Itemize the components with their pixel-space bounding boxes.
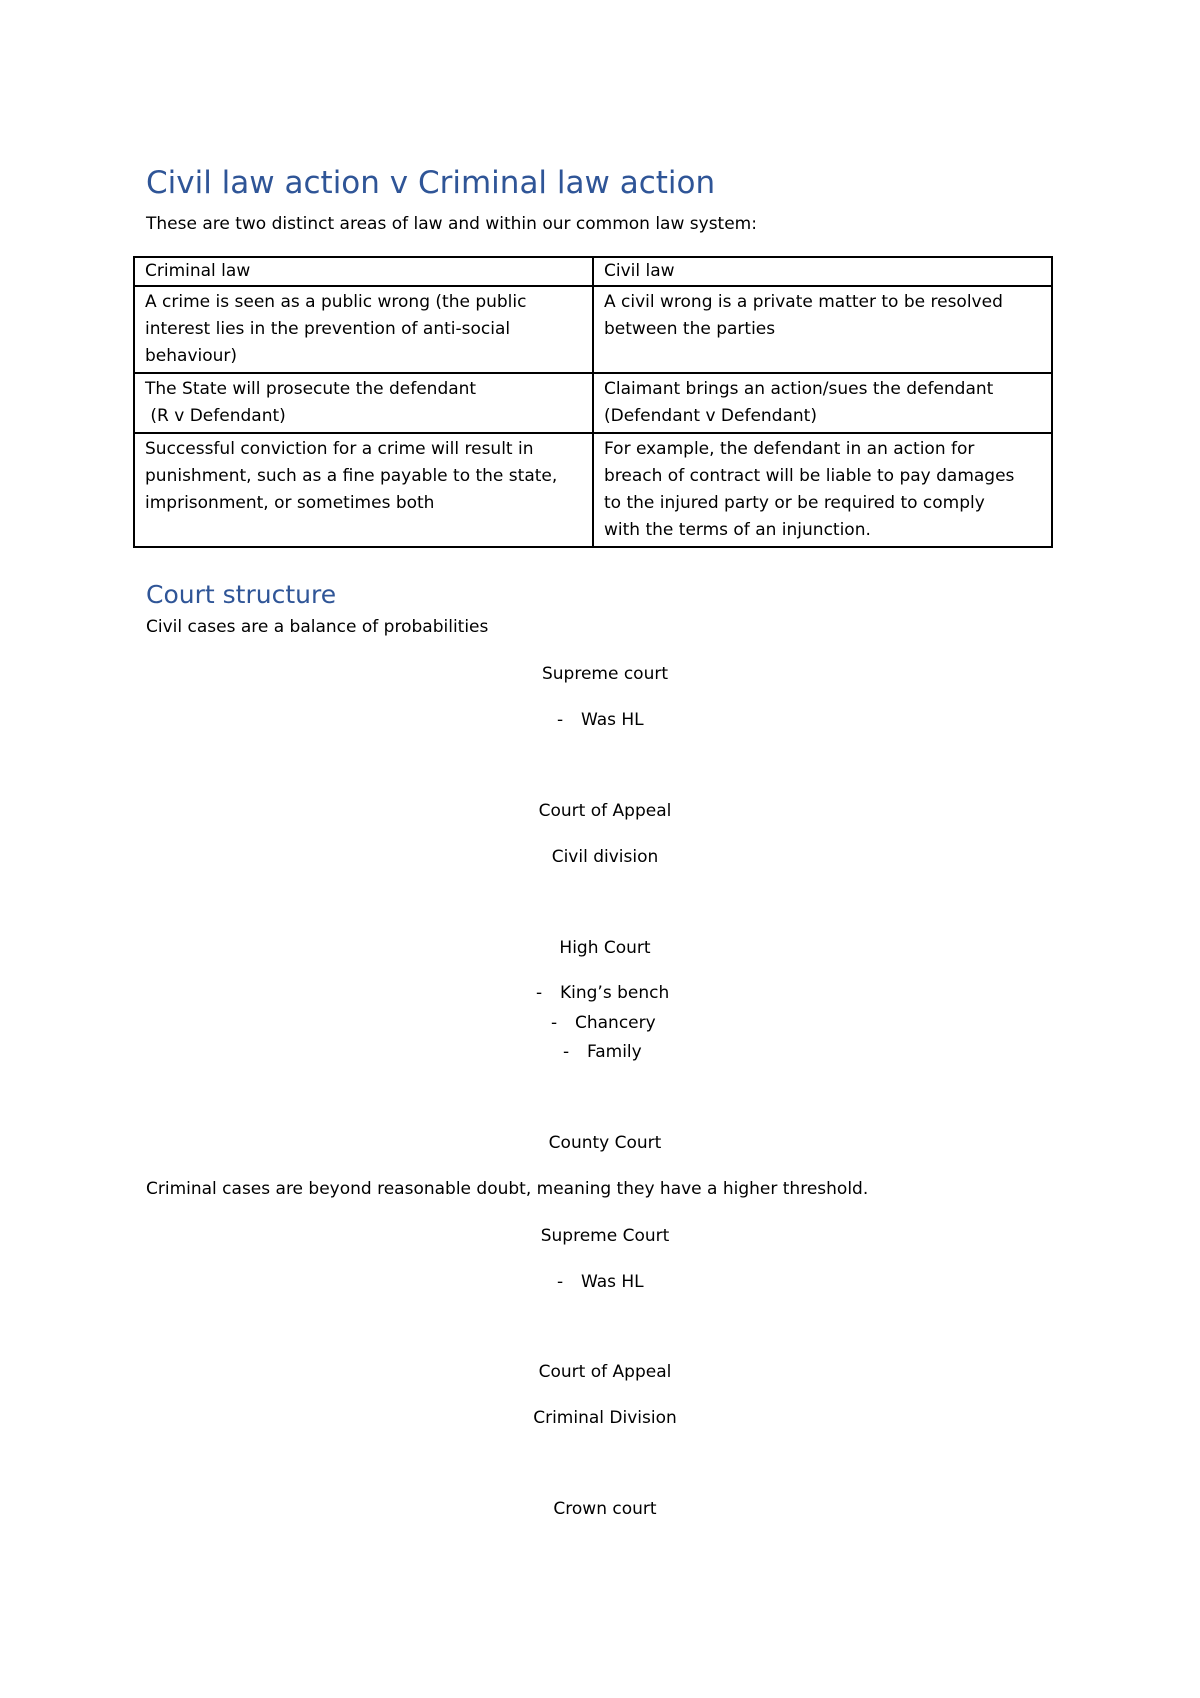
table-row xyxy=(134,286,1052,373)
cell-line: (R v Defendant) xyxy=(145,406,286,426)
civil-court-of-appeal: Court of Appeal xyxy=(538,801,672,821)
header-criminal-law: Criminal law xyxy=(134,257,593,286)
civil-county-court: County Court xyxy=(548,1133,662,1153)
criminal-supreme-note: - Was HL xyxy=(557,1272,644,1292)
table-row xyxy=(134,373,1052,433)
header-civil-law: Civil law xyxy=(593,257,1052,286)
table-row xyxy=(134,433,1052,547)
table-cell-civil xyxy=(593,373,1052,433)
intro-text: These are two distinct areas of law and within our common law system: xyxy=(146,214,757,234)
civil-supreme-note: - Was HL xyxy=(557,710,644,730)
table-header-row xyxy=(134,257,1052,286)
cell-line: Claimant brings an action/sues the defendant xyxy=(604,379,994,399)
cell-line: interest lies in the prevention of anti-social xyxy=(145,319,511,339)
high-court-division: - King’s bench xyxy=(536,983,670,1003)
cell-line: to the injured party or be required to comply xyxy=(604,493,985,513)
cell-line: For example, the defendant in an action for xyxy=(604,439,975,459)
table-cell-criminal xyxy=(134,433,593,547)
cell-line: The State will prosecute the defendant xyxy=(145,379,477,399)
cell-line: between the parties xyxy=(604,319,776,339)
civil-division: Civil division xyxy=(551,847,659,867)
table-cell-criminal xyxy=(134,286,593,373)
cell-line: punishment, such as a fine payable to the state, xyxy=(145,466,558,486)
cell-line: breach of contract will be liable to pay damages xyxy=(604,466,1015,486)
civil-high-court: High Court xyxy=(559,938,651,958)
cell-line: imprisonment, or sometimes both xyxy=(145,493,435,513)
comparison-table xyxy=(133,256,1053,548)
cell-line: (Defendant v Defendant) xyxy=(604,406,817,426)
criminal-court-of-appeal: Court of Appeal xyxy=(538,1362,672,1382)
criminal-division: Criminal Division xyxy=(533,1408,677,1428)
cell-line: A crime is seen as a public wrong (the public xyxy=(145,292,527,312)
cell-line: Successful conviction for a crime will result in xyxy=(145,439,534,459)
civil-cases-text: Civil cases are a balance of probabilities xyxy=(146,617,489,637)
crown-court: Crown court xyxy=(553,1499,657,1519)
page-title: Civil law action v Criminal law action xyxy=(146,165,716,201)
high-court-division: - Chancery xyxy=(551,1013,656,1033)
table-cell-civil xyxy=(593,433,1052,547)
criminal-supreme-court: Supreme Court xyxy=(540,1226,670,1246)
criminal-cases-text: Criminal cases are beyond reasonable doubt, meaning they have a higher threshold. xyxy=(146,1179,869,1199)
civil-supreme-court: Supreme court xyxy=(541,664,669,684)
high-court-division: - Family xyxy=(563,1042,642,1062)
section-heading-court-structure: Court structure xyxy=(146,580,337,609)
cell-line: with the terms of an injunction. xyxy=(604,520,871,540)
cell-line: A civil wrong is a private matter to be resolved xyxy=(604,292,1003,312)
table-cell-civil xyxy=(593,286,1052,373)
table-cell-criminal xyxy=(134,373,593,433)
cell-line: behaviour) xyxy=(145,346,238,366)
